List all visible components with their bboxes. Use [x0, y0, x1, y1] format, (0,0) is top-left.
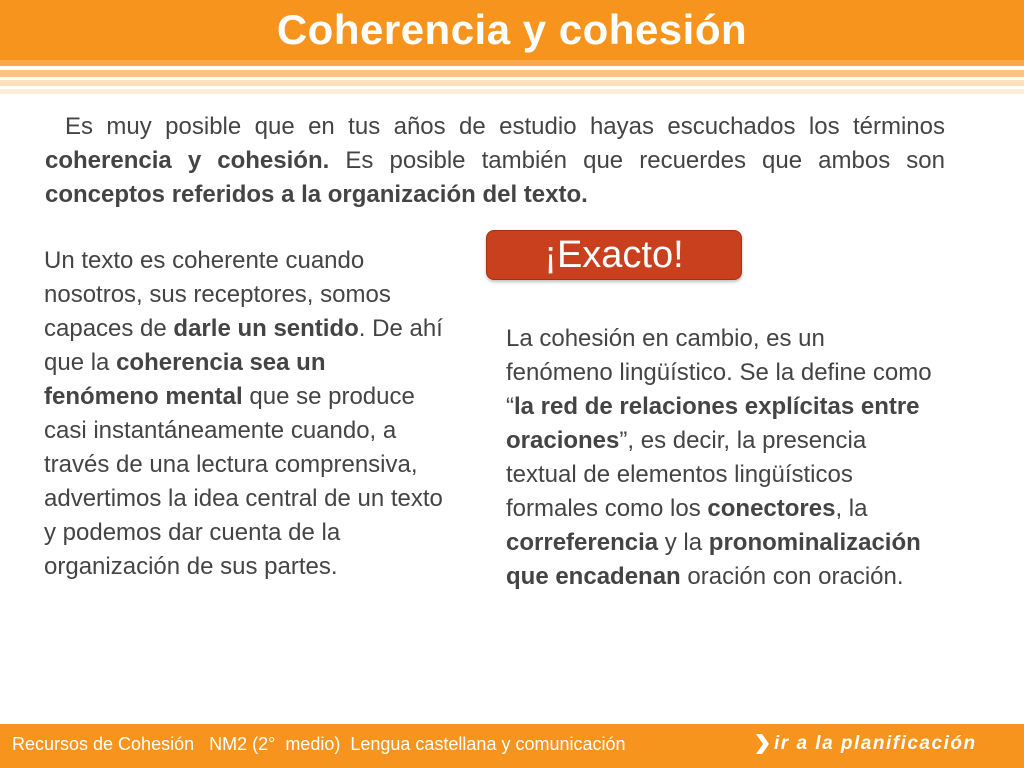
- header-stripe: [0, 70, 1024, 77]
- intro-bold-text: coherencia y cohesión.: [45, 147, 330, 174]
- intro-text: Es muy posible que en tus años de estudio hayas escuchados los términos: [65, 113, 945, 140]
- chevron-right-icon: [754, 732, 770, 756]
- header-stripe: [0, 89, 1024, 94]
- coherence-text: que se produce casi instantáneamente cuando, a través de una lectura comprensiva, advertimos la idea central de un texto y podemos dar cuenta de la organización de sus partes.: [44, 383, 443, 580]
- footer-bar: [0, 724, 1024, 768]
- cohesion-text: y la: [658, 529, 709, 556]
- intro-text: Es posible también que recuerdes que ambos son: [329, 147, 945, 174]
- footer-course-info: Recursos de Cohesión NM2 (2° medio) Lengua castellana y comunicación: [12, 734, 626, 754]
- cohesion-text: La cohesión en cambio, es un fenómeno lingüístico. Se la define como “: [506, 325, 932, 420]
- cohesion-bold-text: la red de relaciones explícitas entre oraciones: [506, 393, 920, 454]
- coherence-bold-text: coherencia sea un fenómeno mental: [44, 349, 326, 410]
- cohesion-text: , la: [835, 495, 868, 522]
- go-to-planning-label: ir a la planificación: [774, 733, 977, 754]
- intro-paragraph: [45, 110, 945, 212]
- cohesion-bold-text: correferencia: [506, 529, 659, 556]
- cohesion-text: ”, es decir, la presencia textual de elementos lingüísticos formales como los: [506, 427, 867, 522]
- cohesion-paragraph: [506, 322, 936, 594]
- cohesion-text: oración con oración.: [680, 563, 904, 590]
- coherence-text: . De ahí que la: [44, 315, 443, 376]
- cohesion-bold-text: conectores: [707, 495, 836, 522]
- intro-bold-text: conceptos referidos a la organización del texto.: [45, 181, 588, 208]
- go-to-planning-link[interactable]: [754, 728, 1014, 762]
- coherence-paragraph: [44, 244, 444, 584]
- cohesion-bold-text: pronominalización que encadenan: [506, 529, 921, 590]
- page-title: Coherencia y cohesión: [276, 6, 748, 53]
- coherence-text: Un texto es coherente cuando nosotros, sus receptores, somos capaces de: [44, 247, 391, 342]
- header-bar: [0, 0, 1024, 60]
- coherence-bold-text: darle un sentido: [173, 315, 359, 342]
- exacto-callout: ¡Exacto!: [486, 230, 742, 280]
